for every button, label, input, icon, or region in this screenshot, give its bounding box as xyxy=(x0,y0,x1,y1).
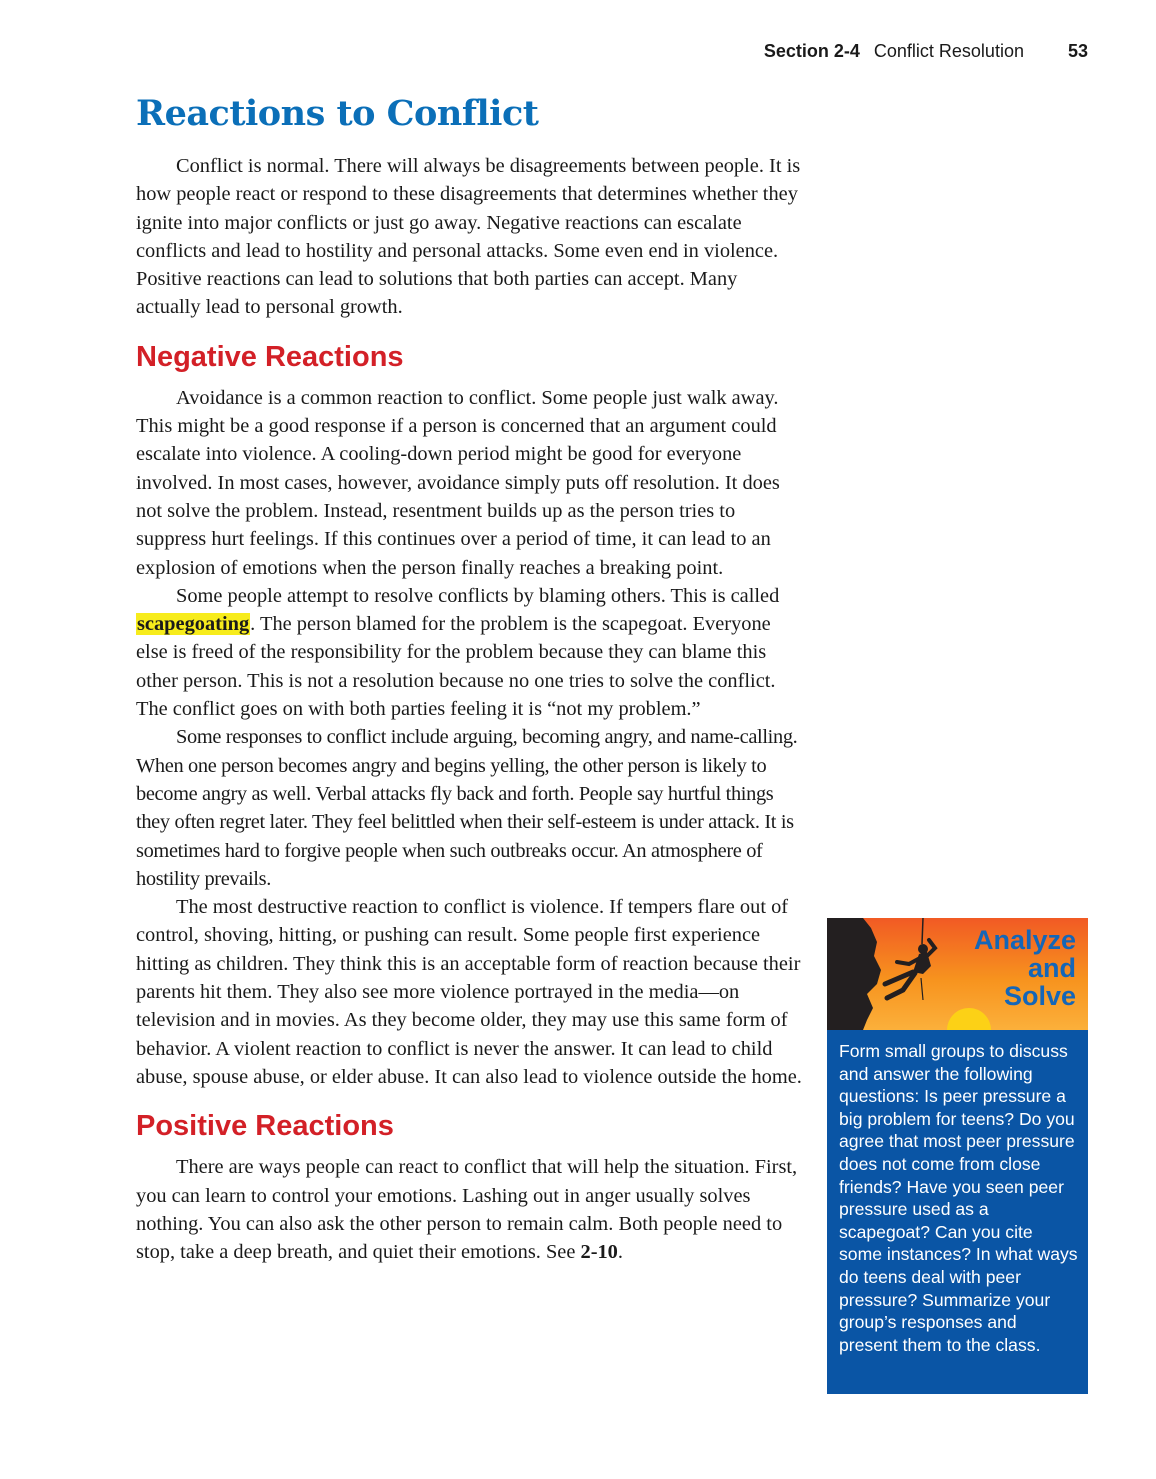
scapegoating-text-after: . The person blamed for the problem is the scapegoat. Everyone else is freed of the responsibility for the problem because they can blame this other person. This is not a resolution because no one tries to solve the conflict. The conflict goes on with both parties feeling it is “not my problem.” xyxy=(136,613,776,721)
sidebar-title-line-1: Analyze xyxy=(973,925,1076,955)
positive-text-after: . xyxy=(617,1241,623,1264)
avoidance-paragraph: Avoidance is a common reaction to conflict. Some people just walk away. This might be a good response if a person is concerned that an argument could escalate into violence. A cooling-down period might be good for everyone involved. In most cases, however, avoidance simply puts off resolution. It does not solve the problem. Instead, resentment builds up as the person tries to suppress hurt feelings. If this continues over a period of time, it can lead to an explosion of emotions when the person finally reaches a breaking point. xyxy=(136,386,780,579)
sidebar-title-line-3: Solve xyxy=(1003,981,1076,1011)
sidebar-banner xyxy=(827,918,1088,1030)
positive-reactions-heading: Positive Reactions xyxy=(136,1110,394,1143)
sidebar-title-line-2: and xyxy=(1027,953,1076,983)
figure-reference: 2-10 xyxy=(580,1241,618,1264)
section-number: Section 2-4 xyxy=(763,41,860,61)
positive-text-before: There are ways people can react to conflict that will help the situation. First, you can learn to control your emotions. Lashing out in anger usually solves nothing. You can also ask the other person to remain calm. Both people need to stop, take a deep breath, and quiet their emotions. See xyxy=(136,1156,798,1264)
negative-reactions-heading: Negative Reactions xyxy=(136,340,404,373)
key-term-scapegoating: scapegoating xyxy=(137,613,250,636)
arguing-paragraph: Some responses to conflict include arguing, becoming angry, and name-calling. When one person becomes angry and begins yelling, the other person is likely to become angry as well. Verbal attacks fly back and forth. People say hurtful things they often regret later. They feel belittled when their self-esteem is under attack. It is sometimes hard to forgive people when such outbreaks occur. An atmosphere of hostility prevails. xyxy=(136,726,798,890)
intro-paragraph: Conflict is normal. There will always be disagreements between people. It is how people react or respond to these disagreements that determines whether they ignite into major conflicts or just go away. Negative reactions can escalate conflicts and lead to hostility and personal attacks. Some even end in violence. Positive reactions can lead to solutions that both parties can accept. Many actually lead to personal growth. xyxy=(136,155,801,319)
page-title: Reactions to Conflict xyxy=(136,93,539,134)
section-title: Conflict Resolution xyxy=(873,41,1024,61)
running-head xyxy=(764,41,1088,62)
sidebar-title xyxy=(974,926,1076,1010)
violence-paragraph: The most destructive reaction to conflict is violence. If tempers flare out of control, shoving, hitting, or pushing can result. Some people first experience hitting as children. They think this is an acceptable form of reaction because their parents hit them. They also see more violence portrayed in the media—on television and in movies. As they become older, they may use this same form of behavior. A violent reaction to conflict is never the answer. It can lead to child abuse, spouse abuse, or elder abuse. It can also lead to violence outside the home. xyxy=(136,896,802,1088)
scapegoating-text-before: Some people attempt to resolve conflicts by blaming others. This is called xyxy=(176,584,780,607)
analyze-and-solve-sidebar xyxy=(827,918,1088,1394)
main-column xyxy=(136,88,804,1266)
page-number: 53 xyxy=(1067,41,1088,61)
scapegoating-paragraph xyxy=(136,582,804,723)
sidebar-activity-text: Form small groups to discuss and answer the following questions: Is peer pressure a big problem for teens? Do you agree that most peer pressure does not come from close friends? Have you seen peer pressure used as a scapegoat? Can you cite some instances? In what ways do teens deal with peer pressure? Summarize your group’s responses and present them to the class. xyxy=(839,1041,1078,1355)
positive-paragraph xyxy=(136,1153,804,1266)
